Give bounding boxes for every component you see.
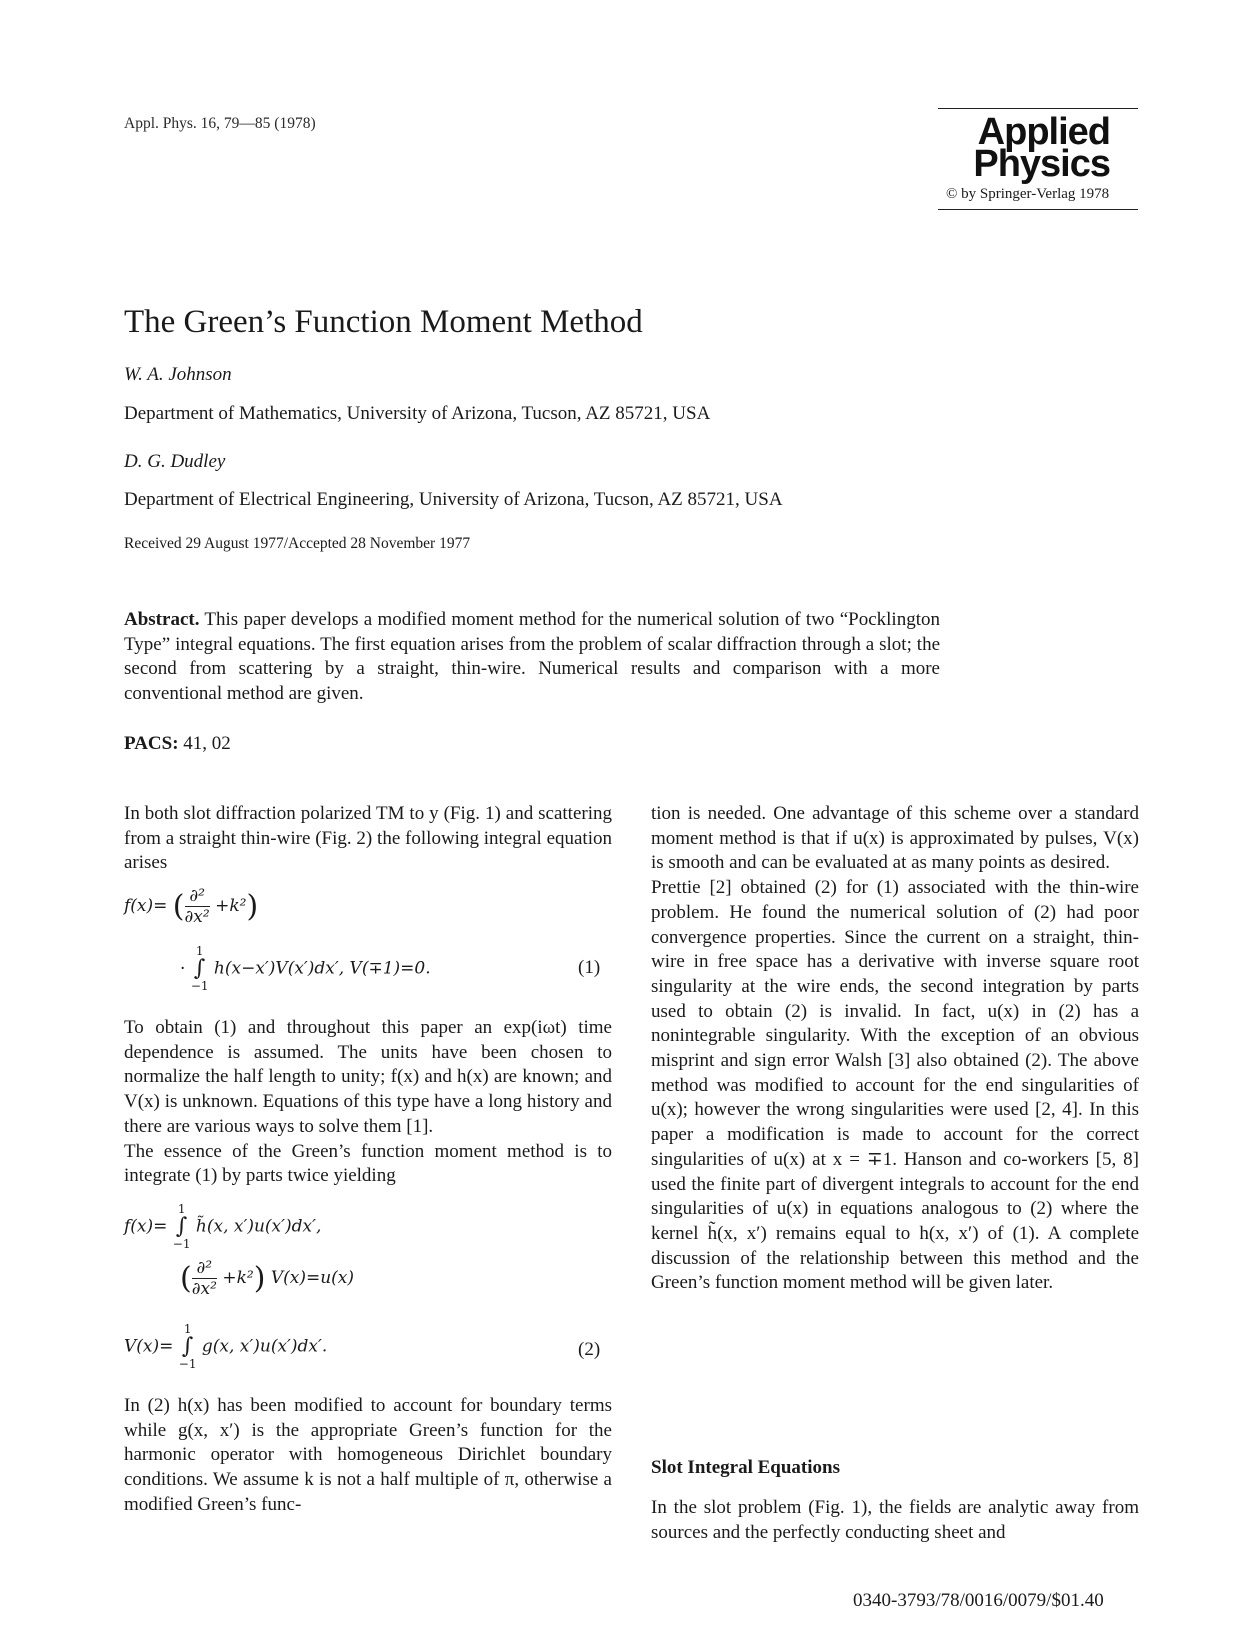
logo-word-applied: Applied bbox=[977, 111, 1110, 153]
eq1-frac-den: ∂x² bbox=[184, 907, 210, 927]
eq2-fraction bbox=[192, 1258, 217, 1299]
right-column-body bbox=[651, 802, 1139, 1296]
journal-citation: Appl. Phys. 16, 79—85 (1978) bbox=[124, 115, 316, 132]
logo-top-rule bbox=[938, 108, 1138, 109]
integral-sign: 1 ∫ −1 bbox=[178, 1322, 197, 1371]
paragraph: In both slot diffraction polarized TM to y (Fig. 1) and scattering from a straight thin-wire (Fig. 2) the following integral equation arises bbox=[124, 803, 612, 874]
eq2-body-3: g(x, x′)u(x′)dx′. bbox=[201, 1336, 328, 1357]
pacs-codes bbox=[124, 733, 231, 755]
author-affiliation-1: Department of Mathematics, University of Arizona, Tucson, AZ 85721, USA bbox=[124, 403, 711, 424]
int-upper: 1 bbox=[177, 1202, 186, 1216]
author-name-1: W. A. Johnson bbox=[124, 364, 232, 385]
right-column-section-text bbox=[651, 1496, 1139, 1545]
left-column-body bbox=[124, 1016, 612, 1189]
copyright-notice: © by Springer-Verlag 1978 bbox=[946, 186, 1110, 202]
equation-number-2: (2) bbox=[578, 1339, 601, 1360]
eq2-lhs-1: f(x)= bbox=[124, 1216, 168, 1237]
received-date: Received 29 August 1977/Accepted 28 November 1977 bbox=[124, 535, 471, 552]
int-upper: 1 bbox=[183, 1322, 192, 1336]
equation-1-line-1: f(x)= ( $\frac{\text{∂²}}{\text{∂x²}}$ +k²) bbox=[124, 886, 259, 927]
eq1-fraction bbox=[185, 886, 210, 927]
paragraph: To obtain (1) and throughout this paper an exp(iωt) time dependence is assumed. The units have been chosen to normalize the half length to unity; f(x) and h(x) are known; and V(x) is unknown. Equations of this type have a long history and there are various ways to solve them [1]. bbox=[124, 1017, 612, 1137]
equation-2-line-3 bbox=[124, 1322, 327, 1372]
journal-logo bbox=[938, 108, 1138, 218]
pacs-value: 41, 02 bbox=[183, 733, 231, 754]
abstract-text: This paper develops a modified moment method for the numerical solution of two “Pocklington Type” integral equations. The first equation arises from the problem of scalar diffraction through a slot; the second from scattering by a straight, thin-wire. Numerical results and comparison with a more conventional method are given. bbox=[124, 609, 940, 704]
eq1-lhs: f(x)= bbox=[124, 896, 168, 916]
paragraph: tion is needed. One advantage of this scheme over a standard moment method is that if u(x) is approximated by pulses, V(x) is smooth and can be evaluated at as many points as desired. bbox=[651, 803, 1139, 874]
eq1-body: h(x−x′)V(x′)dx′, V(∓1)=0. bbox=[213, 958, 431, 979]
paragraph: Prettie [2] obtained (2) for (1) associated with the thin-wire problem. He found the numerical solution of (2) had poor convergence properties. Since the current on a straight, thin-wire in free space has a derivative with inverse square root singularity at the wire ends, the second integration by parts used to obtain (2) is invalid. In fact, u(x) in (2) has a nonintegrable singularity. With the exception of an obvious misprint and sign error Walsh [3] also obtained (2). The above method was modified to account for the end singularities of u(x); however the wrong singularities were used [2, 4]. In this paper a modification is made to account for the correct singularities of u(x) at x = ∓1. Hanson and co-workers [5, 8] used the finite part of divergent integrals to account for the end singularities of u(x) in equations analogous to (2) where the kernel h̃(x, x′) remains equal to h(x, x′) of (1). A complete discussion of the relationship between this method and the Green’s function moment method will be given later. bbox=[651, 877, 1139, 1294]
int-lower: −1 bbox=[172, 1237, 191, 1251]
author-affiliation-2: Department of Electrical Engineering, University of Arizona, Tucson, AZ 85721, USA bbox=[124, 489, 783, 510]
section-heading: Slot Integral Equations bbox=[651, 1457, 840, 1478]
equation-1-line-2: · 1 ∫ −1 h(x−x′)V(x′)dx′, V(∓1)=0. bbox=[180, 944, 431, 993]
eq1-tail: +k² bbox=[215, 896, 247, 916]
integral-sign: 1 ∫ −1 bbox=[190, 944, 209, 993]
article-code: 0340-3793/78/0016/0079/$01.40 bbox=[853, 1590, 1104, 1611]
pacs-label: PACS: bbox=[124, 733, 179, 754]
int-lower: −1 bbox=[190, 979, 209, 993]
author-name-2: D. G. Dudley bbox=[124, 451, 226, 472]
int-lower: −1 bbox=[178, 1357, 197, 1371]
equation-2-line-2: ( $\frac{\text{∂²}}{\text{∂x²}}$ +k²) V(x)=u(x) bbox=[180, 1258, 355, 1299]
eq2-tail: +k² bbox=[222, 1268, 254, 1288]
paragraph: In the slot problem (Fig. 1), the fields are analytic away from sources and the perfectly conducting sheet and bbox=[651, 1497, 1139, 1543]
logo-word-physics: Physics bbox=[973, 143, 1110, 185]
paper-title: The Green’s Function Moment Method bbox=[124, 304, 643, 340]
left-column-closing bbox=[124, 1394, 612, 1518]
eq2-frac-den: ∂x² bbox=[191, 1279, 217, 1299]
logo-bottom-rule bbox=[938, 209, 1138, 210]
paragraph: The essence of the Green’s function moment method is to integrate (1) by parts twice yielding bbox=[124, 1140, 612, 1187]
eq2-frac-num: ∂² bbox=[196, 1258, 213, 1278]
abstract-label: Abstract. bbox=[124, 609, 200, 630]
int-upper: 1 bbox=[195, 944, 204, 958]
integral-sign: 1 ∫ −1 bbox=[172, 1202, 191, 1251]
eq2-body-2: V(x)=u(x) bbox=[270, 1268, 355, 1288]
eq1-frac-num: ∂² bbox=[189, 886, 205, 906]
abstract bbox=[124, 608, 940, 706]
left-column-intro bbox=[124, 802, 612, 876]
paragraph: In (2) h(x) has been modified to account for boundary terms while g(x, x′) is the appropriate Green’s function for the harmonic operator with homogeneous Dirichlet boundary conditions. We assume k is not a half multiple of π, otherwise a modified Green’s func- bbox=[124, 1395, 612, 1515]
eq2-body-1: h̃(x, x′)u(x′)dx′, bbox=[195, 1216, 322, 1237]
eq2-lhs-3: V(x)= bbox=[124, 1336, 174, 1357]
equation-number-1: (1) bbox=[578, 957, 601, 978]
equation-2-line-1 bbox=[124, 1202, 321, 1252]
